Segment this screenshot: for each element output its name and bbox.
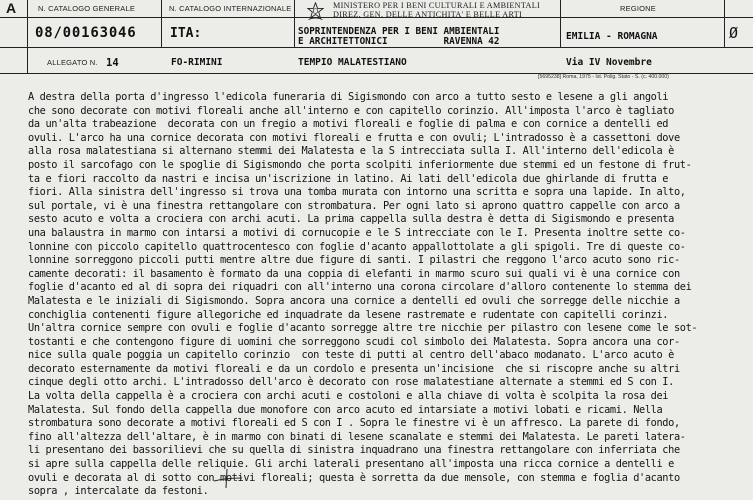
description-line: Malatesta e le iniziali di Sigismondo. Sopra ancora una cornice a dentelli ed ovuli che sorregge delle nicchie a — [28, 294, 680, 307]
soprintendenza-line-2: E ARCHITETTONICI RAVENNA 42 — [298, 36, 500, 47]
description-line: lonnine sorreggono piccoli putti mentre altre due figure di santi. I pilastri che reggono l'arco acuto sono ric- — [28, 254, 680, 267]
ita-code: ITA: — [170, 26, 202, 41]
description-line: sopra , intercalate da festoni. — [28, 485, 209, 498]
description-line: che sono decorate con motivi floreali anche all'interno e con capitello corinzio. All'imposta l'arco è tagliato — [28, 104, 674, 117]
description-line: sesto acuto e volta a crociera con archi acuti. La prima cappella sulla destra è detta di Sigismondo e presenta — [28, 213, 674, 226]
col-divider-1 — [27, 0, 28, 73]
description-line: ovuli e decorata al di sotto con motivi floreali; questa è sorretta da due mensole, con stemma e foglia d'acanto — [28, 471, 680, 484]
description-line: una balaustra in marmo con intarsi a motivi di cornucopie e le S intrecciate con le I. Presenta inoltre sette co- — [28, 226, 686, 239]
description-line: cinque degli otto archi. L'intradosso dell'arco è decorato con rose malatestiane alternate a stemmi ed S con I. — [28, 376, 674, 389]
description-line: sul portale, vi è una finestra rettangolare con strombatura. Per ogni lato si aprono quattro cappelle con arco a — [28, 199, 680, 212]
location-value: FO-RIMINI — [171, 57, 223, 68]
description-line: Un'altra cornice sempre con ovuli e foglie d'acanto sorregge altre tre nicchie per pilastro con lesene come le sot- — [28, 322, 698, 335]
catalog-number: 08/00163046 — [35, 25, 137, 41]
soprintendenza-line-1: SOPRINTENDENZA PER I BENI AMBIENTALI — [298, 26, 500, 37]
republic-emblem-icon — [307, 2, 324, 21]
regione-value: EMILIA - ROMAGNA — [566, 31, 658, 42]
col-divider-3 — [294, 0, 295, 48]
handwritten-mark — [210, 466, 250, 490]
description-line: nice sulla quale poggia un capitello corinzio con teste di putti al centro dell'abaco modanato. L'arco acuto è — [28, 349, 674, 362]
print-note: [5695238] Roma, 1975 - Ist. Polig. Stato - S. (c. 400.000) — [538, 74, 669, 80]
description-line: si apre sulla cappella delle reliquie. Gli archi laterali presentano all'imposta una ricca cornice a dentelli e — [28, 458, 674, 471]
description-line: camente decorati: il basamento è formato da una coppia di elefanti in marmo scuro sui quali vi è una cornice con — [28, 267, 680, 280]
description-line: tostanti e che contengono figure di uomini che sorreggono scudi col simbolo dei Malatesta. Sopra ancora una cor- — [28, 335, 680, 348]
card-type-letter: A — [6, 0, 17, 16]
description-text — [28, 91, 750, 499]
ministry-line-2: DIREZ. GEN. DELLE ANTICHITA' E BELLE ARTI — [333, 10, 523, 19]
description-line: Malatesta. Sul fondo della cappella due monofore con arco acuto ed intarsiate a motivi lobati e ricami. Nella — [28, 403, 663, 416]
description-line: ovuli. L'arco ha una cornice decorata con motivi floreali e frutta e con ovuli; L'intradosso è a cassettoni dove — [28, 131, 680, 144]
label-catalogo-internazionale: N. CATALOGO INTERNAZIONALE — [169, 4, 292, 13]
description-line: fino all'altezza dell'altare, è in marmo con binati di lesene scanalate e stemmi dei Malatesta. Le pareti latera- — [28, 430, 686, 443]
corner-mark: Ø — [729, 24, 739, 42]
label-allegato: ALLEGATO N. — [47, 58, 98, 67]
ministry-line-1: MINISTERO PER I BENI CULTURALI E AMBIENTALI — [333, 1, 541, 10]
description-line: foglie d'acanto ed al di sopra dei riquadri con all'interno una corona circolare d'alloro contenente lo stemma dei — [28, 281, 692, 294]
description-line: posto il sarcofago con le spoglie di Sigismondo che porta scolpiti inferiormente due stemmi ed un festone di frut- — [28, 158, 692, 171]
subject-value: TEMPIO MALATESTIANO — [298, 57, 407, 68]
description-line: alla rosa malatestiana si alternano stemmi dei Malatesta e la S intrecciata sulla I. All'interno dell'edicola è — [28, 145, 674, 158]
description-line: li presentano dei bassorilievi che su quella di sinistra inquadrano una finestra rettangolare con inferriata che — [28, 444, 680, 457]
allegato-value: 14 — [106, 57, 119, 69]
description-line: decorato esternamente da motivi floreali e da un cordolo e presenta un'incisione che si riscopre anche su altri — [28, 362, 680, 375]
description-line: A destra della porta d'ingresso l'edicola funeraria di Sigismondo con arco a tutto sesto e lesene a gli angoli — [28, 91, 669, 103]
description-line: fiori. Alla sinistra dell'ingresso si trova una tomba murata con intorno una scritta e sopra una lapide. In alto, — [28, 186, 686, 199]
description-line: strombatura sono decorate a motivi floreali ed S con I . Sopra le finestre vi è un affresco. La parete di fondo, — [28, 417, 680, 430]
description-line: conchiglia contenenti figure allegoriche ed inquadrate da lesene rastremate e rudentate con capitelli corinzi. — [28, 308, 669, 321]
description-line: ta e fiori raccolto da nastri e incisa un'iscrizione in latino. Ai lati dell'edicola due ghirlande di frutta e — [28, 172, 669, 185]
col-divider-4 — [560, 0, 561, 48]
col-divider-5 — [724, 0, 725, 48]
description-line: La volta della cappella è a crociera con archi acuti e costoloni e alla chiave di volta è scolpita la rosa dei — [28, 390, 669, 403]
description-line: lonnine con piccolo capitello quattrocentesco con foglie d'acanto appallottolate a gli spigoli. Tre di queste co- — [28, 240, 686, 253]
label-catalogo-generale: N. CATALOGO GENERALE — [38, 4, 136, 13]
col-divider-2 — [161, 0, 162, 48]
header-mid-rule — [0, 47, 753, 48]
label-regione: REGIONE — [620, 4, 656, 13]
description-line: da un'alta trabeazione decorata con un fregio a motivi floreali e foglie di palma e con cornice a dentelli ed — [28, 118, 669, 131]
address-value: Via IV Novembre — [566, 57, 652, 68]
